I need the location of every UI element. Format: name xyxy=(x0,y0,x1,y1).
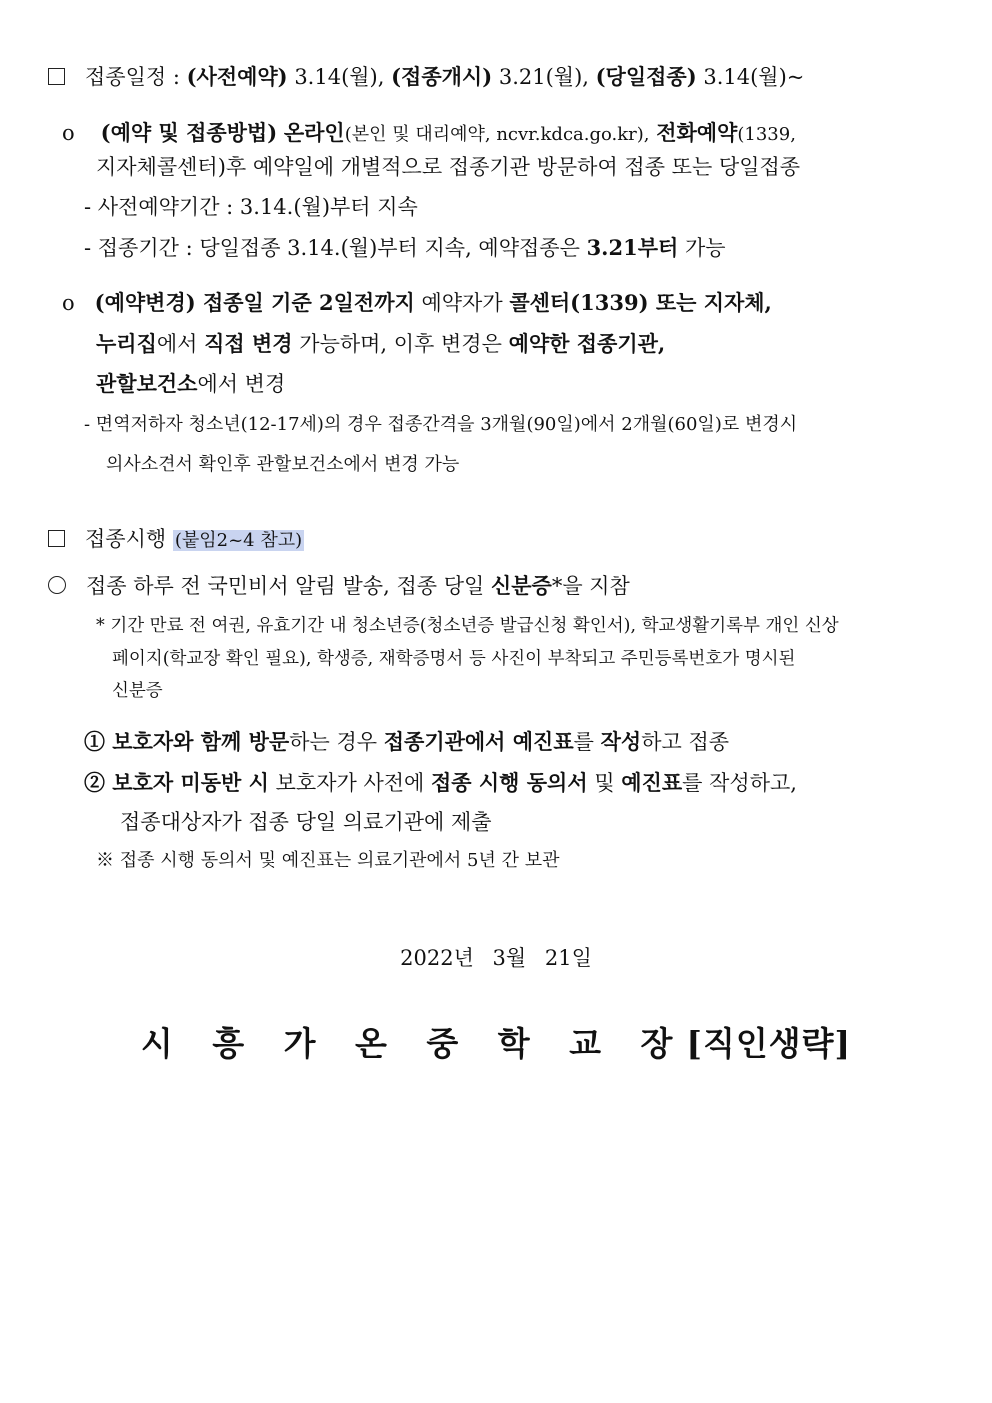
execution-item2-line2: 접종대상자가 접종 당일 의료기관에 제출 xyxy=(120,810,492,834)
change-sub1-line1: - 면역저하자 청소년(12-17세)의 경우 접종간격을 3개월(90일)에서 2개월(60일)로 변경시 xyxy=(84,414,798,435)
document-date: 2022년 3월 21일 xyxy=(400,946,592,970)
attachment-reference: (붙임2~4 참고) xyxy=(174,530,303,551)
checkbox-square-icon xyxy=(48,68,65,85)
school-signature xyxy=(0,1018,992,1065)
method-sub1: - 사전예약기간 : 3.14.(월)부터 지속 xyxy=(84,195,418,219)
execution-heading: 접종시행 (붙임2~4 참고) xyxy=(48,524,304,556)
execution-notice: 접종 하루 전 국민비서 알림 발송, 접종 당일 신분증*을 지참 xyxy=(48,571,630,601)
footnote-line1: * 기간 만료 전 여권, 유효기간 내 청소년증(청소년증 발급신청 확인서), 학교생활기록부 개인 신상 xyxy=(96,616,839,636)
bullet-icon: o xyxy=(62,291,75,315)
circle-bullet-icon xyxy=(48,576,66,594)
execution-item1: ① 보호자와 함께 방문하는 경우 접종기관에서 예진표를 작성하고 접종 xyxy=(84,729,730,754)
change-line1: o (예약변경) 접종일 기준 2일전까지 예약자가 콜센터(1339) 또는 지자체, xyxy=(62,290,772,315)
seal-omitted: [직인생략] xyxy=(686,1024,852,1063)
checkbox-square-icon xyxy=(48,530,65,547)
method-line: o (예약 및 접종방법) 온라인(본인 및 대리예약, ncvr.kdca.go.kr), 전화예약(1339, xyxy=(62,120,796,145)
schedule-line: 접종일정 : (사전예약) 3.14(월), (접종개시) 3.21(월), (당일접종) 3.14(월)~ xyxy=(48,62,804,92)
footnote-line3: 신분증 xyxy=(112,681,163,701)
method-line2: 지자체콜센터)후 예약일에 개별적으로 접종기관 방문하여 접종 또는 당일접종 xyxy=(96,155,801,179)
school-name: 시 흥 가 온 중 학 교 장 xyxy=(140,1024,687,1063)
storage-note: ※ 접종 시행 동의서 및 예진표는 의료기관에서 5년 간 보관 xyxy=(96,850,560,871)
bullet-icon: o xyxy=(62,121,75,145)
change-line3: 관할보건소에서 변경 xyxy=(96,371,286,396)
method-sub2: - 접종기간 : 당일접종 3.14.(월)부터 지속, 예약접종은 3.21부터 가능 xyxy=(84,235,726,260)
footnote-line2: 페이지(학교장 확인 필요), 학생증, 재학증명서 등 사진이 부착되고 주민등록번호가 명시된 xyxy=(112,649,796,669)
execution-item2: ② 보호자 미동반 시 보호자가 사전에 접종 시행 동의서 및 예진표를 작성하고, xyxy=(84,770,797,795)
change-line2: 누리집에서 직접 변경 가능하며, 이후 변경은 예약한 접종기관, xyxy=(96,331,666,356)
change-sub1-line2: 의사소견서 확인후 관할보건소에서 변경 가능 xyxy=(106,454,460,475)
